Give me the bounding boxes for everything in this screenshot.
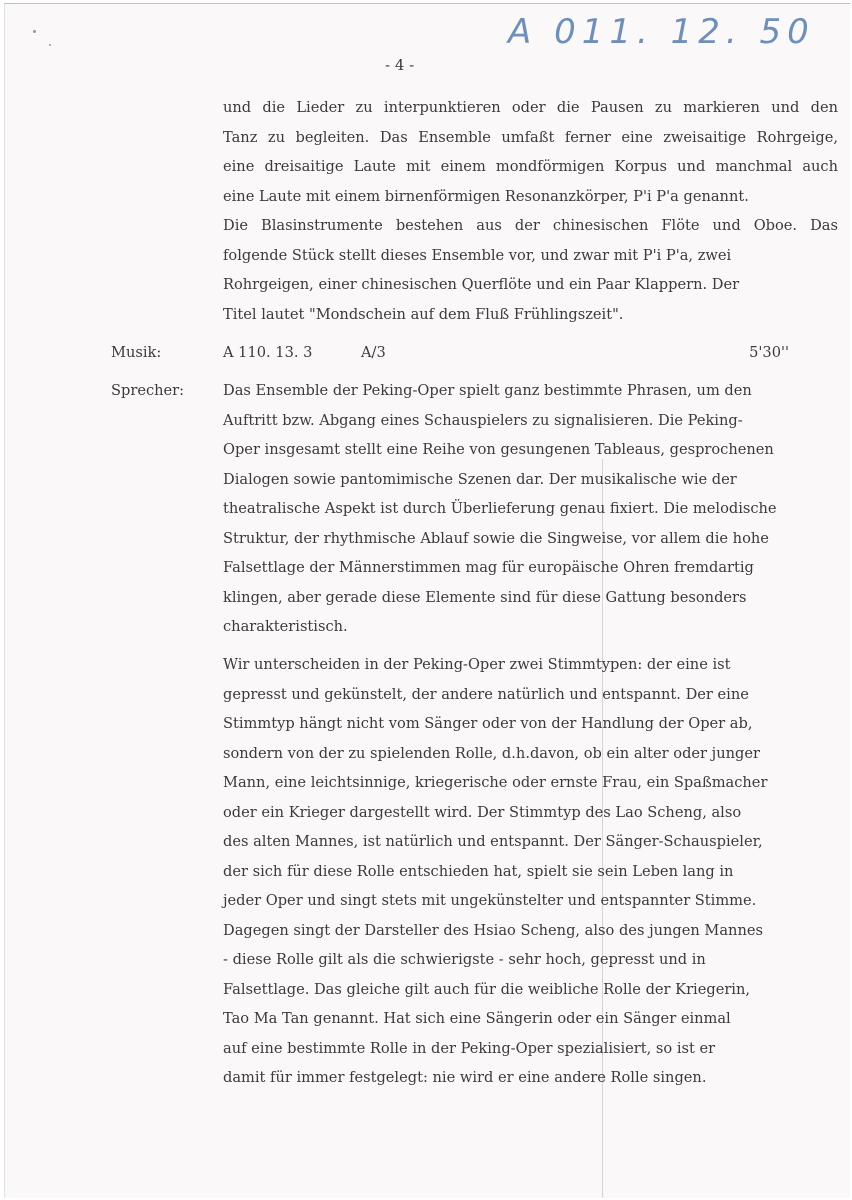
music-catalog-number: A 110. 13. 3 <box>223 344 313 361</box>
text-line: Mann, eine leichtsinnige, kriegerische oder ernste Frau, ein Spaßmacher <box>223 774 768 791</box>
text-line: sondern von der zu spielenden Rolle, d.h.davon, ob ein alter oder junger <box>223 744 760 762</box>
paper-speck <box>33 30 36 33</box>
speaker-label: Sprecher: <box>111 382 185 399</box>
text-line: jeder Oper und singt stets mit ungekünstelter und entspannter Stimme. <box>223 892 757 909</box>
text-line: Dialogen sowie pantomimische Szenen dar. Der musikalische wie der <box>223 470 737 488</box>
text-line: auf eine bestimmte Rolle in der Peking-Oper spezialisiert, so ist er <box>223 1039 716 1057</box>
text-line: Das Ensemble der Peking-Oper spielt ganz bestimmte Phrasen, um den <box>223 382 752 399</box>
text-line: Falsettlage der Männerstimmen mag für europäische Ohren fremdartig <box>223 559 754 576</box>
paragraph-intro <box>223 93 838 329</box>
text-line: Rohrgeigen, einer chinesischen Querflöte und ein Paar Klappern. Der <box>223 276 740 293</box>
text-line: gepresst und gekünstelt, der andere natürlich und entspannt. Der eine <box>223 685 749 703</box>
text-line: Oper insgesamt stellt eine Reihe von gesungenen Tableaus, gesprochenen <box>223 441 774 458</box>
text-line: - diese Rolle gilt als die schwierigste - sehr hoch, gepresst und in <box>223 951 706 968</box>
paper-speck <box>49 44 51 46</box>
music-duration: 5'30'' <box>749 344 789 361</box>
music-cue-row <box>223 338 789 368</box>
text-line: Dagegen singt der Darsteller des Hsiao Scheng, also des jungen Mannes <box>223 921 763 939</box>
text-line: Tao Ma Tan genannt. Hat sich eine Sängerin oder ein Sänger einmal <box>223 1010 731 1027</box>
paragraph-speaker-2 <box>223 650 838 1093</box>
text-line: und die Lieder zu interpunktieren oder die Pausen zu markieren und den <box>223 99 838 116</box>
document-page <box>4 3 850 1198</box>
text-line: folgende Stück stellt dieses Ensemble vor, und zwar mit P'i P'a, zwei <box>223 246 732 264</box>
text-line: Titel lautet "Mondschein auf dem Fluß Frühlingszeit". <box>223 305 624 323</box>
text-line: damit für immer festgelegt: nie wird er eine andere Rolle singen. <box>223 1069 707 1086</box>
text-line: Falsettlage. Das gleiche gilt auch für die weibliche Rolle der Kriegerin, <box>223 980 751 998</box>
text-line: Stimmtyp hängt nicht vom Sänger oder von der Handlung der Oper ab, <box>223 715 753 732</box>
text-line: klingen, aber gerade diese Elemente sind für diese Gattung besonders <box>223 588 747 606</box>
text-line: oder ein Krieger dargestellt wird. Der Stimmtyp des Lao Scheng, also <box>223 803 742 821</box>
text-line: charakteristisch. <box>223 618 348 635</box>
text-line: eine dreisaitige Laute mit einem mondförmigen Korpus und manchmal auch <box>223 158 838 175</box>
music-label: Musik: <box>111 344 162 361</box>
text-line: eine Laute mit einem birnenförmigen Resonanzkörper, P'i P'a genannt. <box>223 187 749 205</box>
paragraph-speaker-1 <box>223 376 838 642</box>
text-line: Auftritt bzw. Abgang eines Schauspielers zu signalisieren. Die Peking- <box>223 411 743 429</box>
text-line: Tanz zu begleiten. Das Ensemble umfaßt ferner eine zweisaitige Rohrgeige, <box>223 128 838 146</box>
text-line: des alten Mannes, ist natürlich und entspannt. Der Sänger-Schauspieler, <box>223 833 763 850</box>
handwritten-archive-number: A 011. 12. 50 <box>508 12 815 52</box>
music-side: A/3 <box>361 344 386 361</box>
text-line: Wir unterscheiden in der Peking-Oper zwei Stimmtypen: der eine ist <box>223 656 731 673</box>
text-line: der sich für diese Rolle entschieden hat, spielt sie sein Leben lang in <box>223 862 734 880</box>
text-line: Die Blasinstrumente bestehen aus der chinesischen Flöte und Oboe. Das <box>223 217 838 234</box>
text-line: theatralische Aspekt ist durch Überlieferung genau fixiert. Die melodische <box>223 500 777 517</box>
page-number: - 4 - <box>385 56 415 74</box>
text-line: Struktur, der rhythmische Ablauf sowie die Singweise, vor allem die hohe <box>223 529 769 547</box>
